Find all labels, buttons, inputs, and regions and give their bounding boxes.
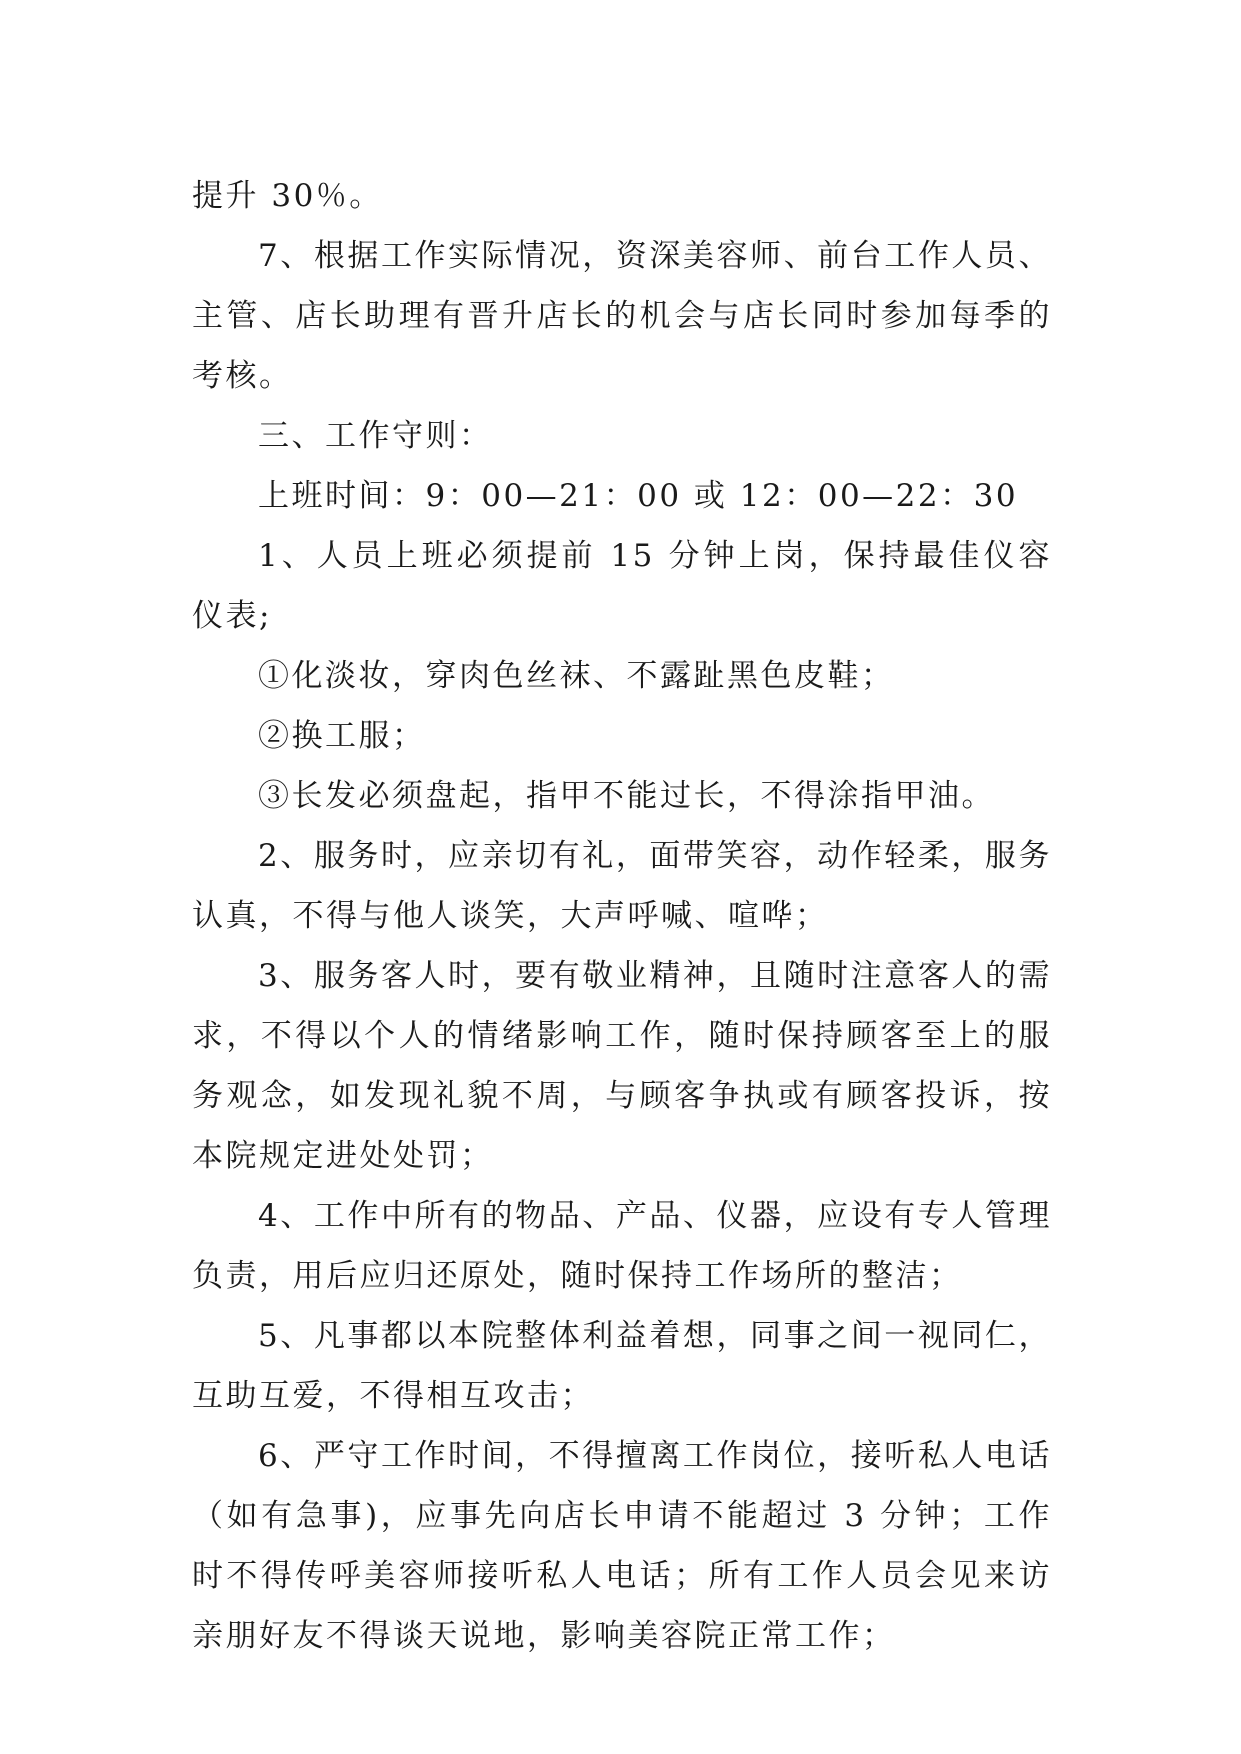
- paragraph-rule-3: 3、服务客人时，要有敬业精神，且随时注意客人的需求，不得以个人的情绪影响工作，随时保持顾客至上的服务观念，如发现礼貌不周，与顾客争执或有顾客投诉，按本院规定进处处罚；: [192, 958, 1052, 1174]
- paragraph-rule-2: 2、服务时，应亲切有礼，面带笑容，动作轻柔，服务认真，不得与他人谈笑，大声呼喊、喧哗；: [192, 838, 1052, 934]
- paragraph-2: 7、根据工作实际情况，资深美容师、前台工作人员、主管、店长助理有晋升店长的机会与店长同时参加每季的考核。: [192, 238, 1052, 394]
- paragraph-rule-1-c: ③长发必须盘起，指甲不能过长，不得涂指甲油。: [258, 778, 995, 814]
- paragraph-work-hours: 上班时间：9：00—21：00 或 12：00—22：30: [258, 478, 1019, 514]
- section-heading: 三、工作守则：: [258, 418, 493, 454]
- paragraph-rule-6: 6、严守工作时间，不得擅离工作岗位，接听私人电话（如有急事)，应事先向店长申请不能超过 3 分钟；工作时不得传呼美容师接听私人电话；所有工作人员会见来访亲朋好友不得谈天说地，影响美容院正常工作；: [192, 1438, 1052, 1654]
- paragraph-rule-1-b: ②换工服；: [258, 718, 426, 754]
- paragraph-rule-4: 4、工作中所有的物品、产品、仪器，应设有专人管理负责，用后应归还原处，随时保持工作场所的整洁；: [192, 1198, 1052, 1294]
- document-body: [192, 166, 1052, 1666]
- paragraph-rule-5: 5、凡事都以本院整体利益着想，同事之间一视同仁，互助互爱，不得相互攻击；: [192, 1318, 1052, 1414]
- paragraph-rule-1: 1、人员上班必须提前 15 分钟上岗，保持最佳仪容仪表;: [192, 538, 1052, 634]
- paragraph-rule-1-a: ①化淡妆，穿肉色丝袜、不露趾黑色皮鞋；: [258, 658, 895, 694]
- paragraph-1: 提升 30％。: [192, 178, 383, 214]
